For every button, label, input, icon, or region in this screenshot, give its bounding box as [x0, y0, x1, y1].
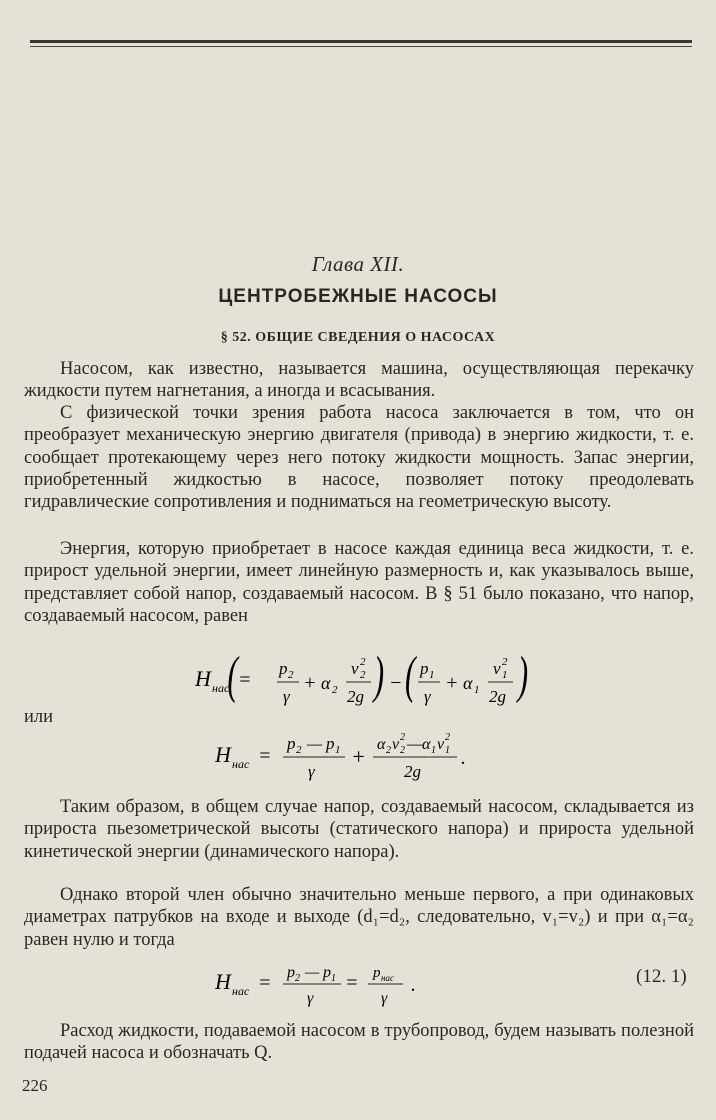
header-rule-thin: [30, 46, 692, 47]
svg-text:1: 1: [431, 745, 436, 756]
svg-text:2: 2: [502, 656, 508, 668]
svg-text:p: p: [287, 964, 295, 981]
svg-text:2g: 2g: [404, 762, 421, 781]
svg-text:2: 2: [400, 745, 405, 756]
svg-text:1: 1: [474, 684, 480, 696]
svg-text:γ: γ: [283, 687, 290, 706]
svg-text:нас: нас: [212, 681, 230, 695]
svg-text:—: —: [307, 734, 323, 753]
svg-text:2: 2: [295, 973, 300, 984]
svg-text:2: 2: [400, 732, 405, 743]
svg-text:v: v: [392, 736, 400, 753]
svg-text:p: p: [373, 965, 381, 981]
svg-text:нас: нас: [232, 757, 250, 771]
svg-text:1: 1: [331, 973, 336, 984]
svg-text:1: 1: [335, 744, 341, 756]
svg-text:2g: 2g: [347, 687, 364, 706]
svg-text:): ): [517, 647, 529, 705]
formula-12-1: [215, 955, 465, 1017]
svg-text:+: +: [351, 744, 366, 769]
paragraph-5: Однако второй член обычно значительно меньше первого, а при одинаковых диаметрах патрубков на входе и выходе (d₁=d₂, следовательно, v₁=v₂) и при α₁=α₂ равен нулю и тогда: [24, 885, 694, 950]
svg-text:2: 2: [296, 744, 302, 756]
svg-text:1: 1: [445, 745, 450, 756]
svg-text:p: p: [287, 734, 296, 753]
chapter-title: ЦЕНТРОБЕЖНЫЕ НАСОСЫ: [218, 286, 498, 307]
paragraph-2: С физической точки зрения работа насоса заключается в том, что он преобразует механическую энергию двигателя (привода) в энергию жидкости, т. е. сообщает протекающему через него потоку жидкости мощность. Запас энергии, приобретенный жидкостью в насосе, позволяет потоку преодолевать гидравлические сопротивления и подниматься на геометрическую высоту.: [24, 403, 694, 513]
svg-text:.: .: [411, 974, 416, 996]
svg-text:=: =: [345, 972, 359, 994]
svg-text:=: =: [258, 972, 272, 994]
svg-text:γ: γ: [307, 990, 314, 1007]
svg-text:2g: 2g: [489, 687, 506, 706]
word-or: или: [24, 707, 54, 727]
svg-text:H: H: [215, 742, 231, 767]
svg-text:p: p: [420, 659, 429, 678]
svg-text:нас: нас: [232, 984, 250, 998]
svg-text:+: +: [445, 672, 459, 694]
formula-head-expanded: [215, 722, 505, 788]
svg-text:(: (: [227, 647, 238, 705]
svg-text:2: 2: [360, 656, 366, 668]
paragraph-6: Расход жидкости, подаваемой насосом в трубопровод, будем называть полезной подачей насоса и обозначать Q.: [24, 1021, 694, 1064]
svg-text:1: 1: [502, 669, 508, 681]
equation-number: (12. 1): [636, 966, 687, 987]
formula-head-full: [195, 642, 555, 716]
chapter-heading: Глава XII.: [311, 252, 405, 276]
svg-text:γ: γ: [308, 762, 315, 781]
svg-text:1: 1: [429, 669, 435, 681]
svg-text:v: v: [437, 736, 445, 753]
paragraph-4: Таким образом, в общем случае напор, создаваемый насосом, складывается из прироста пьезометрической высоты (статического напора) и прироста удельной кинетической энергии (динамического напора).: [24, 797, 694, 862]
svg-text:p: p: [326, 734, 335, 753]
svg-text:нас: нас: [381, 973, 394, 983]
svg-text:): ): [373, 647, 385, 705]
svg-text:H: H: [215, 969, 231, 994]
svg-text:2: 2: [445, 732, 450, 743]
header-rule-thick: [30, 40, 692, 43]
svg-text:2: 2: [332, 684, 338, 696]
svg-text:v: v: [493, 659, 501, 678]
svg-text:—: —: [407, 734, 423, 753]
svg-text:H: H: [195, 666, 211, 691]
svg-text:p: p: [323, 964, 331, 981]
svg-text:2: 2: [288, 669, 294, 681]
svg-text:γ: γ: [381, 990, 388, 1007]
svg-text:=: =: [258, 745, 272, 767]
svg-text:−: −: [389, 672, 403, 694]
svg-text:+: +: [303, 672, 317, 694]
svg-text:(: (: [405, 647, 416, 705]
svg-text:p: p: [279, 659, 288, 678]
svg-text:2: 2: [360, 669, 366, 681]
svg-text:γ: γ: [424, 687, 431, 706]
svg-text:2: 2: [386, 745, 391, 756]
svg-text:α: α: [463, 673, 473, 693]
page-number: 226: [22, 1076, 48, 1095]
paragraph-1: Насосом, как известно, называется машина, осуществляющая перекачку жидкости путем нагнетания, а иногда и всасывания.: [24, 359, 694, 402]
svg-text:=: =: [238, 669, 252, 691]
paragraph-3: Энергия, которую приобретает в насосе каждая единица веса жидкости, т. е. прирост удельной энергии, имеет линейную размерность и, как указывалось выше, представляет собой напор, создаваемый насосом. В § 51 было показано, что напор, создаваемый насосом, равен: [24, 539, 694, 626]
svg-text:v: v: [351, 659, 359, 678]
svg-text:—: —: [305, 964, 320, 981]
svg-text:α: α: [321, 673, 331, 693]
svg-text:α: α: [377, 736, 386, 753]
section-heading: § 52. ОБЩИЕ СВЕДЕНИЯ О НАСОСАХ: [220, 330, 496, 345]
svg-text:α: α: [422, 736, 431, 753]
svg-text:.: .: [461, 747, 466, 769]
